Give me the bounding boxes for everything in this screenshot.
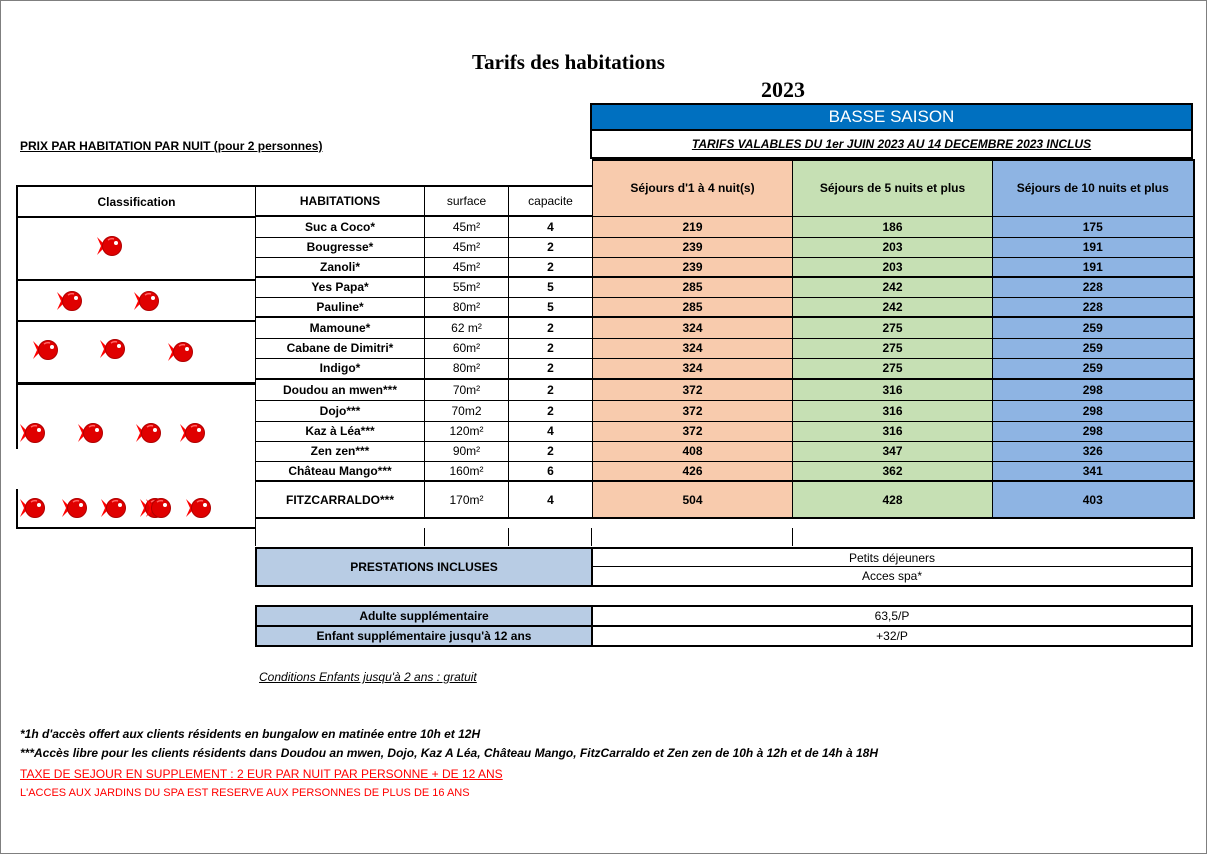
habitation-name: Cabane de Dimitri* (256, 338, 425, 358)
price-stay-10: 259 (993, 317, 1194, 338)
habitation-surface: 90m² (425, 441, 509, 461)
habitation-surface: 45m² (425, 216, 509, 237)
price-stay-5: 362 (793, 461, 993, 481)
red-fish-icon (186, 497, 212, 524)
extra-adult-value: 63,5/P (591, 605, 1193, 627)
header-stay-1-4: Séjours d'1 à 4 nuit(s) (593, 160, 793, 216)
footnote-bungalow: *1h d'accès offert aux clients résidents en bungalow en matinée entre 10h et 12H (20, 727, 481, 741)
habitation-name: Yes Papa* (256, 277, 425, 297)
price-stay-10: 191 (993, 257, 1194, 277)
table-row (256, 421, 1194, 441)
price-stay-1-4: 285 (593, 297, 793, 317)
price-stay-1-4: 504 (593, 481, 793, 518)
price-stay-10: 175 (993, 216, 1194, 237)
habitation-surface: 80m² (425, 358, 509, 379)
habitation-capacity: 4 (509, 216, 593, 237)
habitation-surface: 45m² (425, 257, 509, 277)
table-row (256, 237, 1194, 257)
red-fish-icon (101, 497, 127, 524)
habitation-surface: 60m² (425, 338, 509, 358)
table-row (256, 358, 1194, 379)
price-stay-1-4: 239 (593, 237, 793, 257)
habitation-name: Mamoune* (256, 317, 425, 338)
habitation-capacity: 2 (509, 317, 593, 338)
red-fish-icon (33, 339, 59, 366)
habitation-capacity: 2 (509, 358, 593, 379)
header-habitations: HABITATIONS (256, 186, 425, 216)
habitation-name: Doudou an mwen*** (256, 379, 425, 400)
classification-group (16, 218, 256, 281)
price-stay-10: 326 (993, 441, 1194, 461)
red-fish-icon (57, 290, 83, 317)
price-stay-5: 275 (793, 338, 993, 358)
price-stay-10: 259 (993, 338, 1194, 358)
table-row (256, 400, 1194, 421)
page-title: Tarifs des habitations (472, 50, 665, 74)
table-row (256, 338, 1194, 358)
habitation-surface: 120m² (425, 421, 509, 441)
habitation-name: Château Mango*** (256, 461, 425, 481)
habitation-capacity: 5 (509, 277, 593, 297)
habitation-name: Indigo* (256, 358, 425, 379)
header-capacite: capacite (509, 186, 593, 216)
price-stay-1-4: 324 (593, 338, 793, 358)
habitation-surface: 170m² (425, 481, 509, 518)
price-stay-1-4: 408 (593, 441, 793, 461)
habitation-surface: 55m² (425, 277, 509, 297)
extra-adult-label: Adulte supplémentaire (255, 605, 593, 627)
price-stay-5: 316 (793, 400, 993, 421)
habitation-capacity: 5 (509, 297, 593, 317)
extra-child-value: +32/P (591, 625, 1193, 647)
price-stay-5: 186 (793, 216, 993, 237)
habitation-name: Zanoli* (256, 257, 425, 277)
price-stay-10: 228 (993, 277, 1194, 297)
red-fish-icon (136, 422, 162, 449)
habitation-capacity: 4 (509, 481, 593, 518)
price-stay-1-4: 219 (593, 216, 793, 237)
red-fish-icon (78, 422, 104, 449)
price-stay-1-4: 324 (593, 358, 793, 379)
habitation-surface: 45m² (425, 237, 509, 257)
table-row (256, 277, 1194, 297)
red-fish-icon (100, 338, 126, 365)
price-stay-1-4: 372 (593, 421, 793, 441)
red-fish-icon (146, 497, 172, 524)
price-stay-5: 316 (793, 379, 993, 400)
red-fish-icon (168, 341, 194, 368)
table-row (256, 257, 1194, 277)
price-stay-1-4: 372 (593, 400, 793, 421)
red-fish-icon (134, 290, 160, 317)
habitation-name: FITZCARRALDO*** (256, 481, 425, 518)
red-fish-icon (20, 497, 46, 524)
price-stay-1-4: 372 (593, 379, 793, 400)
header-stay-10: Séjours de 10 nuits et plus (993, 160, 1194, 216)
habitation-surface: 80m² (425, 297, 509, 317)
included-item-spa: Acces spa* (591, 566, 1193, 587)
habitation-capacity: 2 (509, 338, 593, 358)
price-stay-10: 228 (993, 297, 1194, 317)
habitation-capacity: 2 (509, 400, 593, 421)
price-stay-5: 428 (793, 481, 993, 518)
header-classification: Classification (16, 185, 256, 218)
habitation-capacity: 4 (509, 421, 593, 441)
habitation-capacity: 6 (509, 461, 593, 481)
habitation-capacity: 2 (509, 379, 593, 400)
included-services-label: PRESTATIONS INCLUSES (255, 547, 593, 587)
price-subtitle: PRIX PAR HABITATION PAR NUIT (pour 2 personnes) (20, 139, 323, 153)
price-stay-10: 341 (993, 461, 1194, 481)
habitation-name: Pauline* (256, 297, 425, 317)
price-stay-10: 298 (993, 421, 1194, 441)
red-fish-icon (180, 422, 206, 449)
price-stay-1-4: 426 (593, 461, 793, 481)
habitation-name: Kaz à Léa*** (256, 421, 425, 441)
tax-notice: TAXE DE SEJOUR EN SUPPLEMENT : 2 EUR PAR NUIT PAR PERSONNE + DE 12 ANS (20, 767, 503, 781)
season-validity: TARIFS VALABLES DU 1er JUIN 2023 AU 14 DECEMBRE 2023 INCLUS (590, 131, 1193, 159)
price-stay-10: 298 (993, 379, 1194, 400)
price-stay-10: 191 (993, 237, 1194, 257)
habitation-surface: 70m2 (425, 400, 509, 421)
included-item-breakfast: Petits déjeuners (591, 547, 1193, 568)
habitation-name: Dojo*** (256, 400, 425, 421)
extra-child-label: Enfant supplémentaire jusqu'à 12 ans (255, 625, 593, 647)
price-stay-5: 242 (793, 297, 993, 317)
price-stay-5: 316 (793, 421, 993, 441)
habitation-name: Zen zen*** (256, 441, 425, 461)
red-fish-icon (62, 497, 88, 524)
price-stay-5: 275 (793, 358, 993, 379)
season-banner: BASSE SAISON (590, 103, 1193, 131)
red-fish-icon (20, 422, 46, 449)
habitation-name: Suc a Coco* (256, 216, 425, 237)
habitation-name: Bougresse* (256, 237, 425, 257)
price-stay-10: 403 (993, 481, 1194, 518)
price-stay-5: 203 (793, 237, 993, 257)
table-row (256, 481, 1194, 518)
price-stay-10: 259 (993, 358, 1194, 379)
price-stay-5: 242 (793, 277, 993, 297)
price-stay-1-4: 285 (593, 277, 793, 297)
price-stay-1-4: 239 (593, 257, 793, 277)
table-row (256, 317, 1194, 338)
habitation-surface: 160m² (425, 461, 509, 481)
year-label: 2023 (761, 77, 805, 102)
price-stay-5: 203 (793, 257, 993, 277)
habitation-capacity: 2 (509, 257, 593, 277)
children-conditions: Conditions Enfants jusqu'à 2 ans : gratuit (259, 670, 477, 684)
price-stay-5: 347 (793, 441, 993, 461)
classification-group (16, 489, 256, 529)
price-stay-1-4: 324 (593, 317, 793, 338)
table-row (256, 461, 1194, 481)
habitation-capacity: 2 (509, 237, 593, 257)
table-row (256, 379, 1194, 400)
red-fish-icon (97, 235, 123, 262)
table-row (256, 441, 1194, 461)
table-row (256, 297, 1194, 317)
footnote-free-access: ***Accès libre pour les clients résidents dans Doudou an mwen, Dojo, Kaz A Léa, Château Mango, FitzCarraldo et Zen zen de 10h à 12h et de 14h à 18H (20, 746, 878, 760)
habitation-surface: 70m² (425, 379, 509, 400)
spa-age-notice: L'ACCES AUX JARDINS DU SPA EST RESERVE AUX PERSONNES DE PLUS DE 16 ANS (20, 787, 470, 799)
price-table (255, 159, 1195, 519)
habitation-surface: 62 m² (425, 317, 509, 338)
header-surface: surface (425, 186, 509, 216)
habitation-capacity: 2 (509, 441, 593, 461)
header-stay-5: Séjours de 5 nuits et plus (793, 160, 993, 216)
price-stay-5: 275 (793, 317, 993, 338)
price-stay-10: 298 (993, 400, 1194, 421)
table-row (256, 216, 1194, 237)
